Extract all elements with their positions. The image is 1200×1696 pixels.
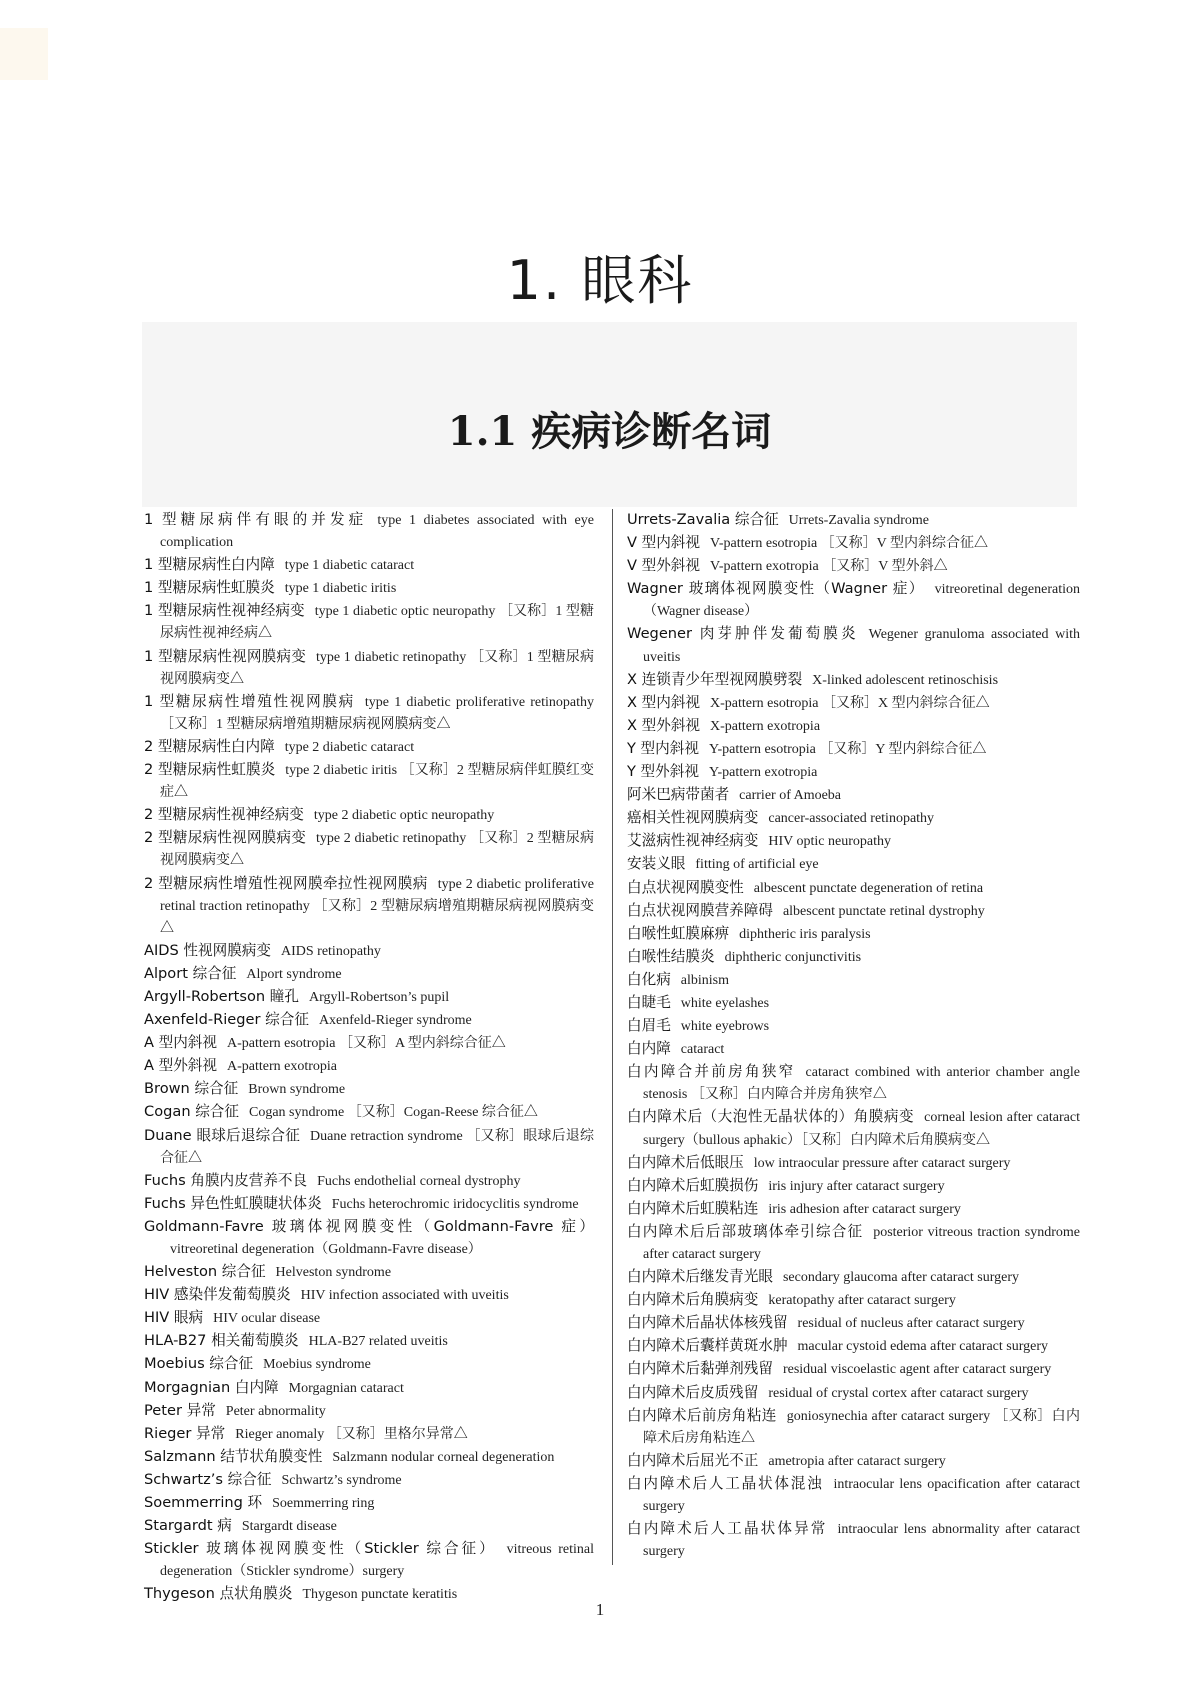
glossary-entry	[627, 1312, 1080, 1335]
entry-term-chinese: 2 型糖尿病性增殖性视网膜牵拉性视网膜病	[144, 874, 428, 892]
entry-term-english: X-linked adolescent retinoschisis	[812, 672, 999, 688]
entry-term-chinese: 白内障术后角膜病变	[627, 1291, 759, 1309]
entry-term-chinese: A 型外斜视	[144, 1057, 217, 1075]
entry-term-english: residual of crystal cortex after cataract surgery	[768, 1385, 1029, 1401]
entry-term-english: Stargardt disease	[241, 1519, 337, 1535]
entry-term-english: Urrets-Zavalia syndrome	[788, 513, 930, 528]
entry-term-chinese: Urrets-Zavalia 综合征	[627, 511, 779, 528]
entry-term-chinese: Thygeson 点状角膜炎	[144, 1585, 293, 1603]
glossary-entry	[627, 923, 1080, 946]
glossary-entry	[627, 761, 1080, 784]
entry-term-english: white eyebrows	[680, 1019, 770, 1035]
entry-term-chinese: Wegener 肉芽肿伴发葡萄膜炎	[627, 625, 859, 643]
right-column	[627, 509, 1080, 1563]
glossary-entry	[144, 1193, 594, 1216]
entry-term-chinese: Morgagnian 白内障	[144, 1378, 279, 1396]
entry-term-english: vitreous retinal degeneration（Stickler syndrome）surgery	[160, 1542, 594, 1580]
entry-term-chinese: 白内障	[627, 1040, 671, 1058]
glossary-entry	[144, 1284, 594, 1307]
entry-term-english: type 2 diabetic iritis ［又称］2 型糖尿病伴虹膜红变症△	[160, 763, 594, 801]
entry-term-english: Helveston syndrome	[275, 1265, 392, 1281]
entry-term-english: Fuchs endothelial corneal dystrophy	[317, 1173, 521, 1189]
glossary-entry	[144, 509, 594, 554]
glossary-entry	[627, 1382, 1080, 1405]
glossary-entry	[627, 1405, 1080, 1450]
glossary-entry	[627, 1335, 1080, 1358]
glossary-entry	[627, 992, 1080, 1015]
entry-term-english: Peter abnormality	[225, 1403, 326, 1419]
glossary-entry	[144, 1101, 594, 1124]
entry-term-chinese: Y 型内斜视	[627, 739, 699, 757]
glossary-entry	[144, 1055, 594, 1078]
glossary-entry	[627, 738, 1080, 761]
glossary-entry	[627, 853, 1080, 876]
glossary-entry	[627, 1358, 1080, 1381]
entry-term-chinese: 癌相关性视网膜病变	[627, 809, 759, 827]
entry-term-english: intraocular lens opacification after cataract surgery	[643, 1476, 1080, 1515]
glossary-entry	[144, 736, 594, 759]
glossary-entry	[627, 1175, 1080, 1198]
glossary-entry	[144, 1307, 594, 1330]
entry-term-english: intraocular lens abnormality after cataract surgery	[643, 1522, 1080, 1560]
entry-term-english: Cogan syndrome ［又称］Cogan-Reese 综合征△	[249, 1105, 538, 1121]
entry-term-chinese: Wagner 玻璃体视网膜变性（Wagner 症）	[627, 580, 925, 598]
entry-term-chinese: HIV 感染伴发葡萄膜炎	[144, 1286, 291, 1304]
entry-term-chinese: V 型外斜视	[627, 557, 700, 575]
entry-term-english: type 2 diabetic cataract	[284, 739, 415, 755]
glossary-entry	[627, 509, 1080, 532]
entry-term-chinese: 白内障术后（大泡性无晶状体的）角膜病变	[627, 1108, 915, 1126]
entry-term-english: HIV optic neuropathy	[768, 834, 891, 850]
glossary-entry	[144, 577, 594, 600]
left-column	[144, 509, 594, 1607]
entry-term-chinese: 1 型糖尿病性虹膜炎	[144, 579, 275, 597]
section-title: 1.1 疾病诊断名词	[447, 408, 772, 455]
glossary-entry	[144, 1377, 594, 1400]
glossary-entry	[627, 1473, 1080, 1518]
entry-term-chinese: X 型外斜视	[627, 716, 701, 734]
entry-term-chinese: 白内障术后低眼压	[627, 1153, 744, 1171]
entry-term-english: posterior vitreous traction syndrome after cataract surgery	[643, 1224, 1080, 1262]
glossary-entry	[627, 555, 1080, 578]
entry-term-chinese: A 型内斜视	[144, 1034, 217, 1052]
entry-term-chinese: 白内障术后前房角粘连	[627, 1406, 777, 1424]
entry-term-chinese: 白内障术后屈光不正	[627, 1451, 759, 1469]
glossary-entry	[144, 1009, 594, 1032]
glossary-entry	[144, 940, 594, 963]
entry-term-chinese: 阿米巴病带菌者	[627, 786, 730, 804]
entry-term-chinese: X 连锁青少年型视网膜劈裂	[627, 670, 803, 688]
entry-term-english: V-pattern esotropia ［又称］V 型内斜综合征△	[710, 536, 989, 552]
entry-term-english: HIV ocular disease	[213, 1311, 321, 1327]
glossary-entry	[144, 1216, 594, 1261]
entry-term-english: type 1 diabetic retinopathy ［又称］1 型糖尿病视网膜病变△	[160, 649, 594, 687]
entry-term-chinese: Rieger 异常	[144, 1424, 226, 1442]
glossary-entry	[144, 600, 594, 645]
entry-term-english: cataract	[680, 1042, 725, 1058]
entry-term-chinese: Argyll-Robertson 瞳孔	[144, 987, 299, 1005]
chapter-title: 1. 眼科	[506, 249, 694, 312]
entry-term-chinese: 白喉性结膜炎	[627, 947, 715, 965]
column-divider	[612, 509, 613, 1565]
glossary-entry	[144, 963, 594, 986]
glossary-entry	[627, 1106, 1080, 1151]
glossary-entry	[144, 1330, 594, 1353]
glossary-entry	[144, 1125, 594, 1170]
entry-term-english: type 2 diabetic optic neuropathy	[313, 808, 495, 824]
entry-term-english: fitting of artificial eye	[695, 857, 819, 873]
glossary-entry	[144, 759, 594, 804]
entry-term-english: Y-pattern exotropia	[708, 765, 818, 781]
entry-term-english: type 1 diabetic proliferative retinopathy ［又称］1 型糖尿病增殖期糖尿病视网膜病变△	[160, 694, 594, 732]
glossary-entry	[627, 877, 1080, 900]
entry-term-chinese: Y 型外斜视	[627, 763, 699, 781]
glossary-entry	[144, 873, 594, 940]
glossary-entry	[627, 532, 1080, 555]
entry-term-chinese: Peter 异常	[144, 1401, 216, 1419]
entry-term-english: goniosynechia after cataract surgery ［又称］白内障术后房角粘连△	[643, 1408, 1080, 1446]
entry-term-english: Alport syndrome	[246, 966, 342, 982]
entry-term-chinese: 白喉性虹膜麻痹	[627, 924, 730, 942]
entry-term-chinese: 白内障术后虹膜损伤	[627, 1176, 759, 1194]
entry-term-english: Fuchs heterochromic iridocyclitis syndrome	[331, 1196, 579, 1212]
entry-term-english: Brown syndrome	[248, 1082, 346, 1098]
entry-term-english: type 1 diabetes associated with eye complication	[160, 513, 594, 551]
entry-term-chinese: 1 型糖尿病性白内障	[144, 556, 275, 574]
entry-term-english: Rieger anomaly ［又称］里格尔异常△	[235, 1426, 468, 1442]
glossary-entry	[627, 1518, 1080, 1563]
glossary-entry	[144, 1170, 594, 1193]
entry-term-english: albescent punctate degeneration of retina	[753, 880, 984, 896]
glossary-entry	[627, 578, 1080, 623]
glossary-entry	[627, 1450, 1080, 1473]
entry-term-english: Y-pattern esotropia ［又称］Y 型内斜综合征△	[708, 741, 987, 757]
entry-term-english: low intraocular pressure after cataract surgery	[753, 1155, 1011, 1171]
entry-term-chinese: Moebius 综合征	[144, 1355, 254, 1373]
entry-term-chinese: Fuchs 角膜内皮营养不良	[144, 1171, 308, 1189]
glossary-entry	[627, 830, 1080, 853]
entry-term-english: AIDS retinopathy	[281, 943, 381, 959]
entry-term-chinese: HLA-B27 相关葡萄膜炎	[144, 1332, 299, 1350]
glossary-entry	[144, 1353, 594, 1376]
entry-term-chinese: Soemmerring 环	[144, 1494, 263, 1512]
entry-term-chinese: 白内障术后囊样黄斑水肿	[627, 1337, 788, 1355]
entry-term-english: type 2 diabetic proliferative retinal traction retinopathy ［又称］2 型糖尿病增殖期糖尿病视网膜病变△	[160, 876, 594, 936]
glossary-entry	[627, 1289, 1080, 1312]
entry-term-chinese: Alport 综合征	[144, 964, 237, 982]
entry-term-chinese: Fuchs 异色性虹膜睫状体炎	[144, 1194, 322, 1212]
entry-term-chinese: 白点状视网膜变性	[627, 878, 744, 896]
glossary-entry	[627, 1038, 1080, 1061]
entry-term-chinese: Salzmann 结节状角膜变性	[144, 1447, 323, 1465]
entry-term-chinese: 白内障术后继发青光眼	[627, 1268, 773, 1286]
entry-term-english: residual of nucleus after cataract surgery	[797, 1316, 1025, 1332]
entry-term-english: HLA-B27 related uveitis	[308, 1334, 448, 1350]
glossary-entry	[627, 1221, 1080, 1266]
glossary-entry	[144, 827, 594, 872]
entry-term-chinese: Stargardt 病	[144, 1517, 232, 1535]
entry-term-english: Moebius syndrome	[263, 1357, 371, 1373]
entry-term-english: diphtheric iris paralysis	[739, 926, 871, 942]
entry-term-english: V-pattern exotropia ［又称］V 型外斜△	[710, 559, 948, 575]
entry-term-chinese: V 型内斜视	[627, 534, 700, 552]
entry-term-chinese: 白内障术后皮质残留	[627, 1383, 759, 1401]
entry-term-chinese: Cogan 综合征	[144, 1103, 239, 1121]
entry-term-chinese: 白内障术后人工晶状体异常	[627, 1520, 828, 1538]
entry-term-english: Schwartz’s syndrome	[281, 1472, 402, 1488]
entry-term-chinese: 2 型糖尿病性虹膜炎	[144, 761, 276, 779]
glossary-entry	[144, 986, 594, 1009]
entry-term-english: type 2 diabetic retinopathy ［又称］2 型糖尿病视网膜病变△	[160, 831, 594, 869]
entry-term-chinese: 艾滋病性视神经病变	[627, 832, 759, 850]
glossary-entry	[144, 1078, 594, 1101]
page-number: 1	[595, 1600, 605, 1619]
glossary-entry	[627, 1015, 1080, 1038]
entry-term-english: HIV infection associated with uveitis	[300, 1288, 509, 1304]
glossary-entry	[627, 715, 1080, 738]
entry-term-english: type 1 diabetic optic neuropathy ［又称］1 型糖尿病性视神经病△	[160, 604, 594, 642]
glossary-entry	[144, 804, 594, 827]
glossary-entry	[144, 646, 594, 691]
glossary-entry	[627, 946, 1080, 969]
entry-term-chinese: 1 型糖尿病性视网膜病变	[144, 647, 306, 665]
entry-term-chinese: 白内障术后晶状体核残留	[627, 1314, 788, 1332]
glossary-entry	[627, 784, 1080, 807]
glossary-entry	[144, 1446, 594, 1469]
glossary-entry	[627, 1198, 1080, 1221]
entry-term-english: Argyll-Robertson’s pupil	[309, 989, 450, 1005]
entry-term-english: residual viscoelastic agent after cataract surgery	[782, 1362, 1052, 1378]
entry-term-chinese: 1 型糖尿病性增殖性视网膜病	[144, 692, 355, 710]
entry-term-chinese: 白眉毛	[627, 1017, 671, 1035]
entry-term-english: Morgagnian cataract	[288, 1380, 404, 1396]
entry-term-chinese: 白内障术后后部玻璃体牵引综合征	[627, 1222, 864, 1240]
entry-term-english: Axenfeld-Rieger syndrome	[318, 1013, 472, 1029]
glossary-entry	[627, 969, 1080, 992]
entry-term-english: A-pattern esotropia ［又称］A 型内斜综合征△	[227, 1036, 506, 1052]
glossary-entry	[144, 1492, 594, 1515]
entry-term-chinese: 白内障合并前房角狭窄	[627, 1063, 796, 1081]
glossary-entry	[144, 691, 594, 736]
entry-term-chinese: 白点状视网膜营养障碍	[627, 901, 773, 919]
entry-term-english: X-pattern esotropia ［又称］X 型内斜综合征△	[710, 695, 990, 711]
glossary-entry	[627, 692, 1080, 715]
glossary-entry	[627, 807, 1080, 830]
entry-term-english: Wegener granuloma associated with uveitis	[643, 627, 1080, 665]
entry-term-english: diphtheric conjunctivitis	[724, 949, 862, 965]
glossary-entry	[627, 900, 1080, 923]
entry-term-english: iris adhesion after cataract surgery	[768, 1201, 961, 1217]
entry-term-chinese: 白内障术后黏弹剂残留	[627, 1360, 773, 1378]
entry-term-chinese: Schwartz’s 综合征	[144, 1470, 272, 1488]
entry-term-english: macular cystoid edema after cataract surgery	[797, 1339, 1048, 1355]
entry-term-english: Thygeson punctate keratitis	[302, 1587, 458, 1603]
entry-term-english: Duane retraction syndrome ［又称］眼球后退综合征△	[160, 1128, 594, 1166]
entry-term-english: corneal lesion after cataract surgery（bullous aphakic）［又称］白内障术后角膜病变△	[643, 1110, 1080, 1148]
entry-term-english: white eyelashes	[680, 995, 770, 1011]
glossary-entry	[627, 1152, 1080, 1175]
glossary-entry	[144, 1400, 594, 1423]
entry-term-english: A-pattern exotropia	[227, 1059, 338, 1075]
entry-term-chinese: AIDS 性视网膜病变	[144, 941, 271, 959]
entry-term-chinese: 白内障术后虹膜粘连	[627, 1199, 759, 1217]
entry-term-english: Soemmerring ring	[272, 1496, 375, 1512]
entry-term-chinese: Axenfeld-Rieger 综合征	[144, 1011, 309, 1029]
entry-term-english: ametropia after cataract surgery	[768, 1453, 946, 1469]
entry-term-chinese: 2 型糖尿病性视网膜病变	[144, 829, 306, 847]
entry-term-english: albescent punctate retinal dystrophy	[782, 903, 985, 919]
entry-term-chinese: 安装义眼	[627, 855, 686, 873]
entry-term-chinese: 2 型糖尿病性视神经病变	[144, 806, 304, 824]
glossary-entry	[144, 1469, 594, 1492]
glossary-entry	[627, 1061, 1080, 1106]
glossary-entry	[627, 669, 1080, 692]
entry-term-chinese: HIV 眼病	[144, 1309, 204, 1327]
entry-term-english: type 1 diabetic iritis	[284, 581, 397, 597]
entry-term-chinese: X 型内斜视	[627, 693, 701, 711]
entry-term-english: carrier of Amoeba	[739, 788, 842, 804]
glossary-entry	[627, 1266, 1080, 1289]
entry-term-english: keratopathy after cataract surgery	[768, 1293, 956, 1309]
glossary-entry	[144, 1515, 594, 1538]
glossary-entry	[144, 1423, 594, 1446]
entry-term-english: albinism	[680, 972, 730, 988]
entry-term-chinese: 1 型糖尿病伴有眼的并发症	[144, 511, 368, 528]
entry-term-chinese: 白化病	[627, 970, 671, 988]
glossary-entry	[627, 623, 1080, 668]
glossary-entry	[144, 554, 594, 577]
entry-term-english: Salzmann nodular corneal degeneration	[332, 1449, 555, 1465]
entry-term-english: iris injury after cataract surgery	[768, 1178, 945, 1194]
entry-term-english: secondary glaucoma after cataract surgery	[782, 1270, 1020, 1286]
entry-term-english: X-pattern exotropia	[710, 718, 821, 734]
glossary-entry	[144, 1032, 594, 1055]
entry-term-english: type 1 diabetic cataract	[284, 558, 415, 574]
entry-term-chinese: Duane 眼球后退综合征	[144, 1126, 300, 1144]
glossary-entry	[144, 1261, 594, 1284]
entry-term-chinese: Stickler 玻璃体视网膜变性（Stickler 综合征）	[144, 1540, 497, 1558]
entry-term-chinese: 白睫毛	[627, 993, 671, 1011]
glossary-entry	[144, 1538, 594, 1583]
entry-term-english: vitreoretinal degeneration（Wagner disease）	[643, 582, 1080, 620]
entry-term-chinese: 1 型糖尿病性视神经病变	[144, 602, 305, 620]
entry-term-english: vitreoretinal degeneration（Goldmann-Favre disease）	[170, 1242, 482, 1257]
corner-mark	[0, 28, 48, 80]
entry-term-english: cancer-associated retinopathy	[768, 811, 935, 827]
entry-term-chinese: 白内障术后人工晶状体混浊	[627, 1474, 824, 1492]
entry-term-chinese: 2 型糖尿病性白内障	[144, 737, 275, 755]
entry-term-chinese: Goldmann-Favre 玻璃体视网膜变性（Goldmann-Favre 症）	[144, 1217, 594, 1235]
entry-term-english: cataract combined with anterior chamber angle stenosis ［又称］白内障合并房角狭窄△	[643, 1065, 1080, 1103]
entry-term-chinese: Helveston 综合征	[144, 1263, 266, 1281]
entry-term-chinese: Brown 综合征	[144, 1080, 239, 1098]
